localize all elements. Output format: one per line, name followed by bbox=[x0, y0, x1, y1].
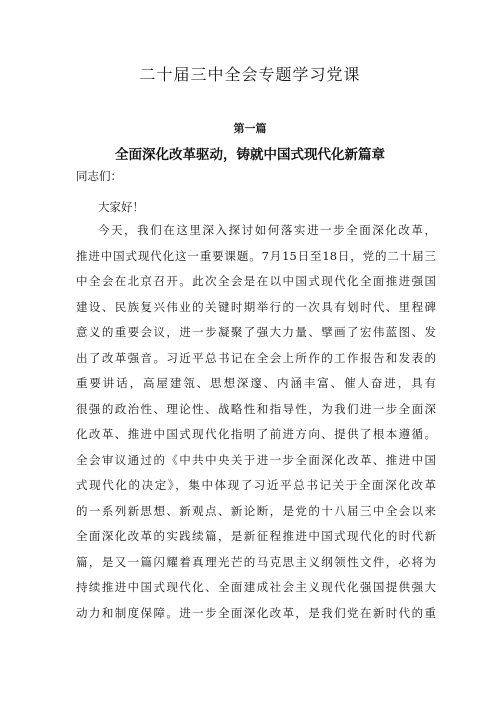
body-line: 动力和制度保障。进一步全面深化改革，是我们党在新时代的重 bbox=[76, 605, 436, 620]
body-line: 中全会在北京召开。此次全会是在以中国式现代化全面推进强国 bbox=[76, 274, 436, 288]
body-line: 持续推进中国式现代化、全面建成社会主义现代化强国提供强大 bbox=[76, 580, 436, 594]
body-line: 化改革、推进中国式现代化指明了前进方向、提供了根本遵循。 bbox=[76, 427, 436, 441]
body-line: 今天，我们在这里深入探讨如何落实进一步全面深化改革， bbox=[98, 223, 436, 237]
salutation: 同志们： bbox=[76, 169, 122, 183]
body-line: 式现代化的决定》，集中体现了习近平总书记关于全面深化改革 bbox=[76, 478, 436, 492]
body-line: 推进中国式现代化这一重要课题。7月15日至18日，党的二十届三 bbox=[76, 248, 436, 263]
body-line: 建设、民族复兴伟业的关键时期举行的一次具有划时代、里程碑 bbox=[76, 299, 436, 314]
body-line: 的一系列新思想、新观点、新论断，是党的十八届三中全会以来 bbox=[76, 503, 436, 518]
body-line: 重要讲话，高屋建瓴、思想深邃、内涵丰富、催人奋进，具有 bbox=[76, 376, 436, 390]
greeting: 大家好！ bbox=[98, 200, 144, 214]
section-subtitle: 全面深化改革驱动，铸就中国式现代化新篇章 bbox=[115, 147, 385, 163]
body-line: 出了改革强音。习近平总书记在全会上所作的工作报告和发表的 bbox=[76, 350, 436, 365]
body-line: 篇，是又一篇闪耀着真理光芒的马克思主义纲领性文件，必将为 bbox=[76, 554, 436, 569]
document-title: 二十届三中全会专题学习党课 bbox=[139, 65, 361, 84]
body-line: 全面深化改革的实践续篇，是新征程推进中国式现代化的时代新 bbox=[76, 529, 436, 543]
body-line: 很强的政治性、理论性、战略性和指导性，为我们进一步全面深 bbox=[76, 401, 436, 416]
body-line: 意义的重要会议，进一步凝聚了强大力量、擘画了宏伟蓝图、发 bbox=[76, 325, 436, 339]
part-label: 第一篇 bbox=[233, 122, 267, 135]
body-line: 全会审议通过的《中共中央关于进一步全面深化改革、推进中国 bbox=[76, 452, 436, 467]
